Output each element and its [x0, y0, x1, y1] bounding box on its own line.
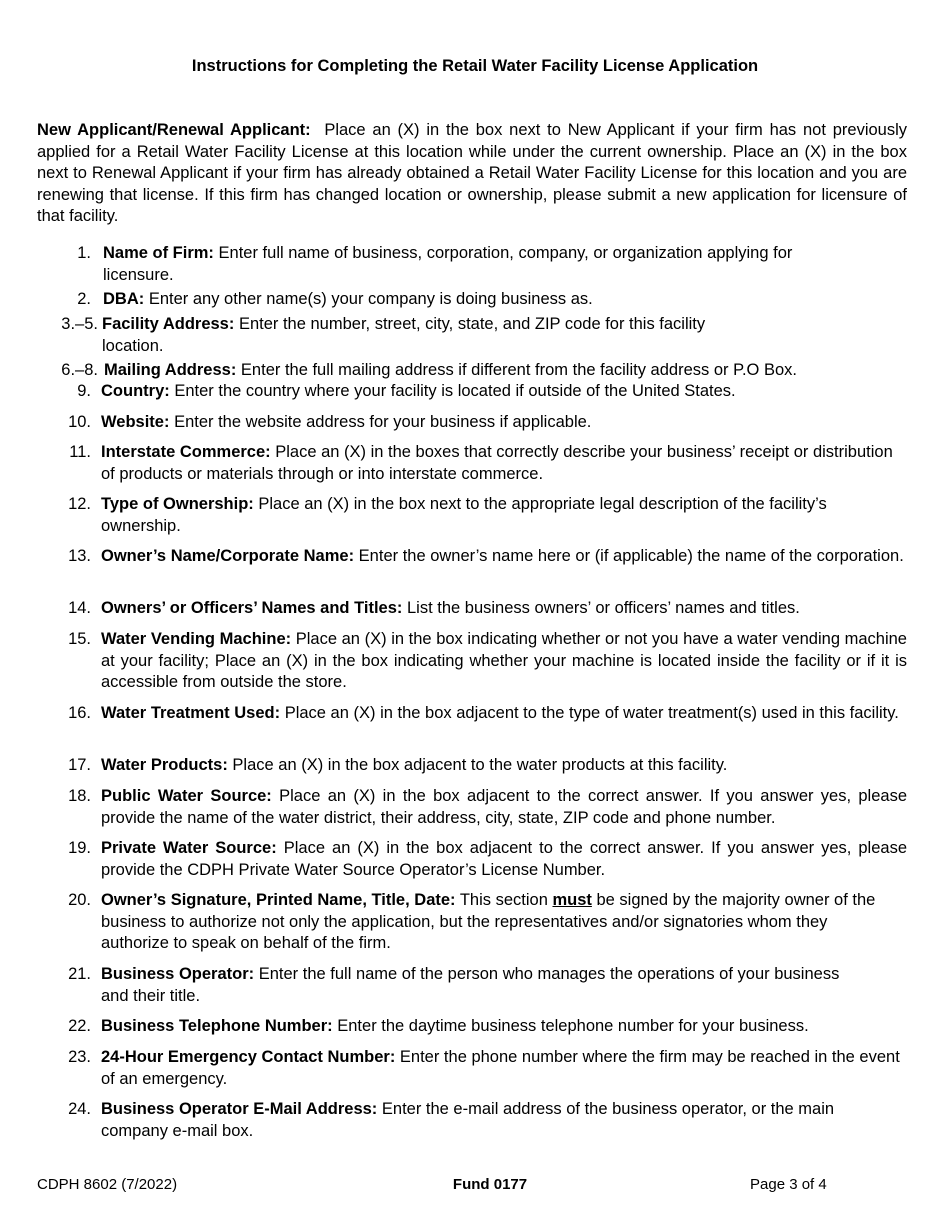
item-label: Owner’s Name/Corporate Name:	[101, 547, 355, 565]
item-number: 22.	[68, 1017, 91, 1035]
item-text-a: This section	[459, 891, 548, 909]
item-text: Place an (X) in the box adjacent to the type of water treatment(s) used in this facility.	[284, 704, 899, 722]
item-label: Owners’ or Officers’ Names and Titles:	[101, 599, 403, 617]
item-text: Place an (X) in the box next to the appropriate legal description of the facility’s ownership.	[101, 495, 827, 535]
item-label: Business Telephone Number:	[101, 1017, 333, 1035]
item-number: 10.	[68, 413, 91, 431]
item-text: Enter the website address for your business if applicable.	[174, 413, 592, 431]
item-number: 9.	[77, 382, 91, 400]
item-number: 18.	[68, 787, 91, 805]
item-label: Type of Ownership:	[101, 495, 254, 513]
item-number: 12.	[68, 495, 91, 513]
item-label: Water Vending Machine:	[101, 630, 292, 648]
item-number: 24.	[68, 1100, 91, 1118]
page-title: Instructions for Completing the Retail Water Facility License Application	[191, 57, 759, 75]
item-text: Enter the owner’s name here or (if applicable) the name of the corporation.	[358, 547, 904, 565]
must-emphasis: must	[552, 891, 592, 909]
item-text: List the business owners’ or officers’ names and titles.	[407, 599, 800, 617]
item-text: Place an (X) in the box adjacent to the correct answer. If you answer yes, please provide the name of the water district, their address, city, state, ZIP code and phone number.	[101, 787, 907, 827]
item-number: 17.	[68, 756, 91, 774]
item-text: Place an (X) in the box indicating whether or not you have a water vending machine at your facility; Place an (X) in the box indicating whether your machine is located inside the facility or if it is accessible from outside the store.	[101, 630, 907, 691]
item-label: Facility Address:	[102, 315, 235, 333]
item-label: Business Operator E-Mail Address:	[101, 1100, 378, 1118]
item-number: 14.	[68, 599, 91, 617]
item-number: 3.–5.	[61, 315, 98, 333]
item-text: Place an (X) in the boxes that correctly describe your business’ receipt or distribution of products or materials through or into interstate commerce.	[101, 443, 893, 483]
item-label: Public Water Source:	[101, 787, 272, 805]
item-label: Country:	[101, 382, 170, 400]
item-number: 6.–8.	[61, 361, 98, 379]
item-number: 1.	[77, 244, 91, 262]
item-label: Interstate Commerce:	[101, 443, 271, 461]
item-label: Website:	[101, 413, 170, 431]
item-label: Water Treatment Used:	[101, 704, 281, 722]
item-label: Private Water Source:	[101, 839, 277, 857]
item-label: Owner’s Signature, Printed Name, Title, Date:	[101, 891, 456, 909]
item-text: Enter the number, street, city, state, and ZIP code for this facility location.	[102, 315, 706, 355]
item-text: Enter the country where your facility is located if outside of the United States.	[174, 382, 736, 400]
item-label: DBA:	[103, 290, 145, 308]
item-text: Enter the full mailing address if different from the facility address or P.O Box.	[240, 361, 797, 379]
page-number: Page 3 of 4	[750, 1176, 827, 1193]
item-number: 23.	[68, 1048, 91, 1066]
fund-number: Fund 0177	[452, 1176, 528, 1193]
item-number: 19.	[68, 839, 91, 857]
intro-paragraph	[37, 120, 907, 228]
item-label: Business Operator:	[101, 965, 255, 983]
item-text: Place an (X) in the box adjacent to the water products at this facility.	[232, 756, 728, 774]
item-text: Enter the phone number where the firm may be reached in the event of an emergency.	[101, 1048, 900, 1088]
item-number: 13.	[68, 547, 91, 565]
intro-text: Place an (X) in the box next to New Applicant if your firm has not previously applied for a Retail Water Facility License at this location while under the current ownership. Place an (X) in the box next to Renewal Applicant if your firm has already obtained a Retail Water Facility License for this location and you are renewing that license. If this firm has changed location or ownership, please submit a new application for licensure of that facility.	[37, 121, 908, 225]
item-label: Mailing Address:	[104, 361, 237, 379]
item-text: Enter the e-mail address of the business operator, or the main company e-mail box.	[101, 1100, 835, 1140]
item-text: Place an (X) in the box adjacent to the correct answer. If you answer yes, please provide the CDPH Private Water Source Operator’s License Number.	[101, 839, 908, 879]
item-number: 21.	[68, 965, 91, 983]
item-label: Name of Firm:	[103, 244, 214, 262]
item-text-b: be signed by the majority owner of the business to authorize not only the application, but the representatives and/or signatories whom they authorize to speak on behalf of the firm.	[101, 891, 876, 952]
item-number: 2.	[77, 290, 91, 308]
item-text: Enter the daytime business telephone number for your business.	[337, 1017, 809, 1035]
item-number: 15.	[68, 630, 91, 648]
item-label: 24-Hour Emergency Contact Number:	[101, 1048, 396, 1066]
item-text: Enter any other name(s) your company is doing business as.	[148, 290, 593, 308]
intro-label: New Applicant/Renewal Applicant:	[37, 121, 311, 139]
item-number: 16.	[68, 704, 91, 722]
item-number: 11.	[69, 443, 91, 461]
item-text: Enter the full name of the person who manages the operations of your business and their title.	[101, 965, 840, 1005]
form-id: CDPH 8602 (7/2022)	[37, 1176, 178, 1193]
item-label: Water Products:	[101, 756, 228, 774]
item-text: Enter full name of business, corporation, company, or organization applying for licensure.	[103, 244, 793, 284]
item-number: 20.	[68, 891, 91, 909]
